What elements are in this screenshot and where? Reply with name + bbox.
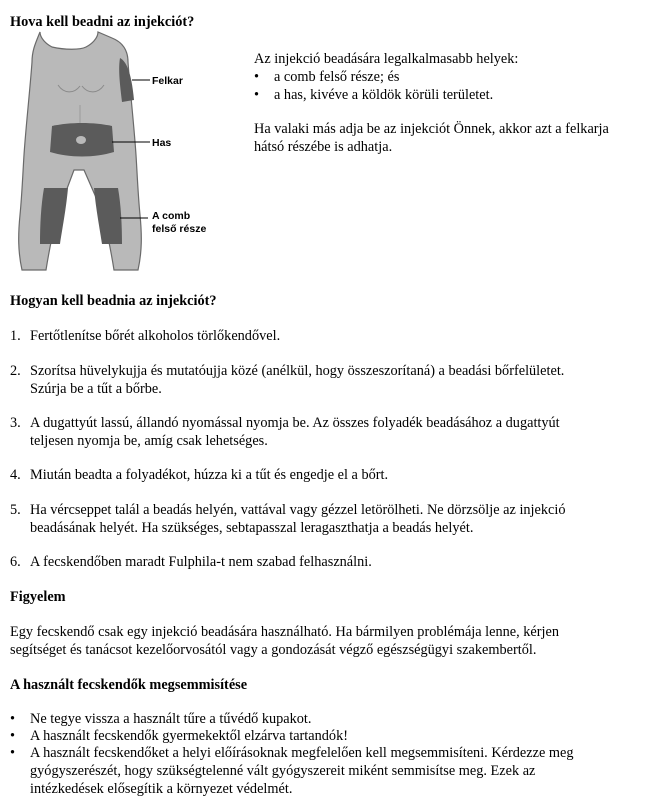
heading-how-to-inject: Hogyan kell beadnia az injekciót? (10, 293, 217, 309)
heading-syringe-disposal: A használt fecskendők megsemmisítése (10, 677, 248, 693)
label-thigh-line2: felső része (152, 223, 207, 235)
attention-text-line1: Egy fecskendő csak egy injekció beadására használható. Ha bármilyen problémája lenne, kérjen (10, 624, 560, 640)
bullet-marker: • (10, 711, 16, 727)
step-number: 3. (10, 415, 21, 431)
label-abdomen: Has (152, 137, 172, 149)
step-text: Ha vércseppet talál a beadás helyén, vattával vagy gézzel letörölheti. Ne dörzsölje az injekció (30, 502, 566, 518)
step-text: Szorítsa hüvelykujja és mutatóujja közé (anélkül, hogy összeszorítaná) a beadási bőrfelületet. (30, 363, 565, 379)
step-text: A fecskendőben maradt Fulphila-t nem szabad felhasználni. (30, 554, 372, 570)
step-text: beadásának helyét. Ha szükséges, sebtapasszal leragaszthatja a beadás helyét. (30, 520, 474, 536)
step-text: Miután beadta a folyadékot, húzza ki a tűt és engedje el a bőrt. (30, 467, 389, 483)
attention-text-line2: segítséget és tanácsot kezelőorvosától vagy a gondozását végző egészségügyi szakembertől. (10, 642, 537, 658)
step-number: 5. (10, 502, 21, 518)
step-text: A dugattyút lassú, állandó nyomással nyomja be. Az összes folyadék beadásához a dugattyút (30, 415, 560, 431)
body-injection-sites-diagram (10, 30, 220, 272)
thigh-site-right (94, 188, 122, 244)
site-item: a comb felső része; és (274, 69, 400, 85)
step-number: 6. (10, 554, 21, 570)
label-upper-arm: Felkar (152, 75, 183, 87)
step-text: Fertőtlenítse bőrét alkoholos törlőkendővel. (30, 328, 281, 344)
step-number: 1. (10, 328, 21, 344)
step-number: 4. (10, 467, 21, 483)
heading-attention: Figyelem (10, 589, 66, 605)
disposal-item: Ne tegye vissza a használt tűre a tűvédő kupakot. (30, 711, 312, 727)
other-person-note-line2: hátsó részébe is adhatja. (254, 139, 393, 155)
disposal-item: gyógyszerészét, hogy szükségtelenné vált gyógyszereit miként semmisítse meg. Ezek az (30, 763, 536, 779)
site-item: a has, kivéve a köldök körüli területet. (274, 87, 494, 103)
bullet-marker: • (10, 728, 16, 744)
other-person-note-line1: Ha valaki más adja be az injekciót Önnek, akkor azt a felkarja (254, 121, 609, 137)
step-text: teljesen nyomja be, amíg csak lehetséges. (30, 433, 268, 449)
disposal-item: A használt fecskendőket a helyi előírásoknak megfelelően kell megsemmisíteni. Kérdezze meg (30, 745, 574, 761)
step-text: Szúrja be a tűt a bőrbe. (30, 381, 162, 397)
sites-intro: Az injekció beadására legalkalmasabb helyek: (254, 51, 519, 67)
label-thigh-line1: A comb (152, 210, 191, 222)
step-number: 2. (10, 363, 21, 379)
bullet-marker: • (254, 87, 260, 103)
heading-injection-sites: Hova kell beadni az injekciót? (10, 14, 195, 30)
bullet-marker: • (254, 69, 260, 85)
thigh-site-left (40, 188, 68, 244)
disposal-item: intézkedések elősegítik a környezet védelmét. (30, 781, 293, 797)
disposal-item: A használt fecskendők gyermekektől elzárva tartandók! (30, 728, 348, 744)
bullet-marker: • (10, 745, 16, 761)
